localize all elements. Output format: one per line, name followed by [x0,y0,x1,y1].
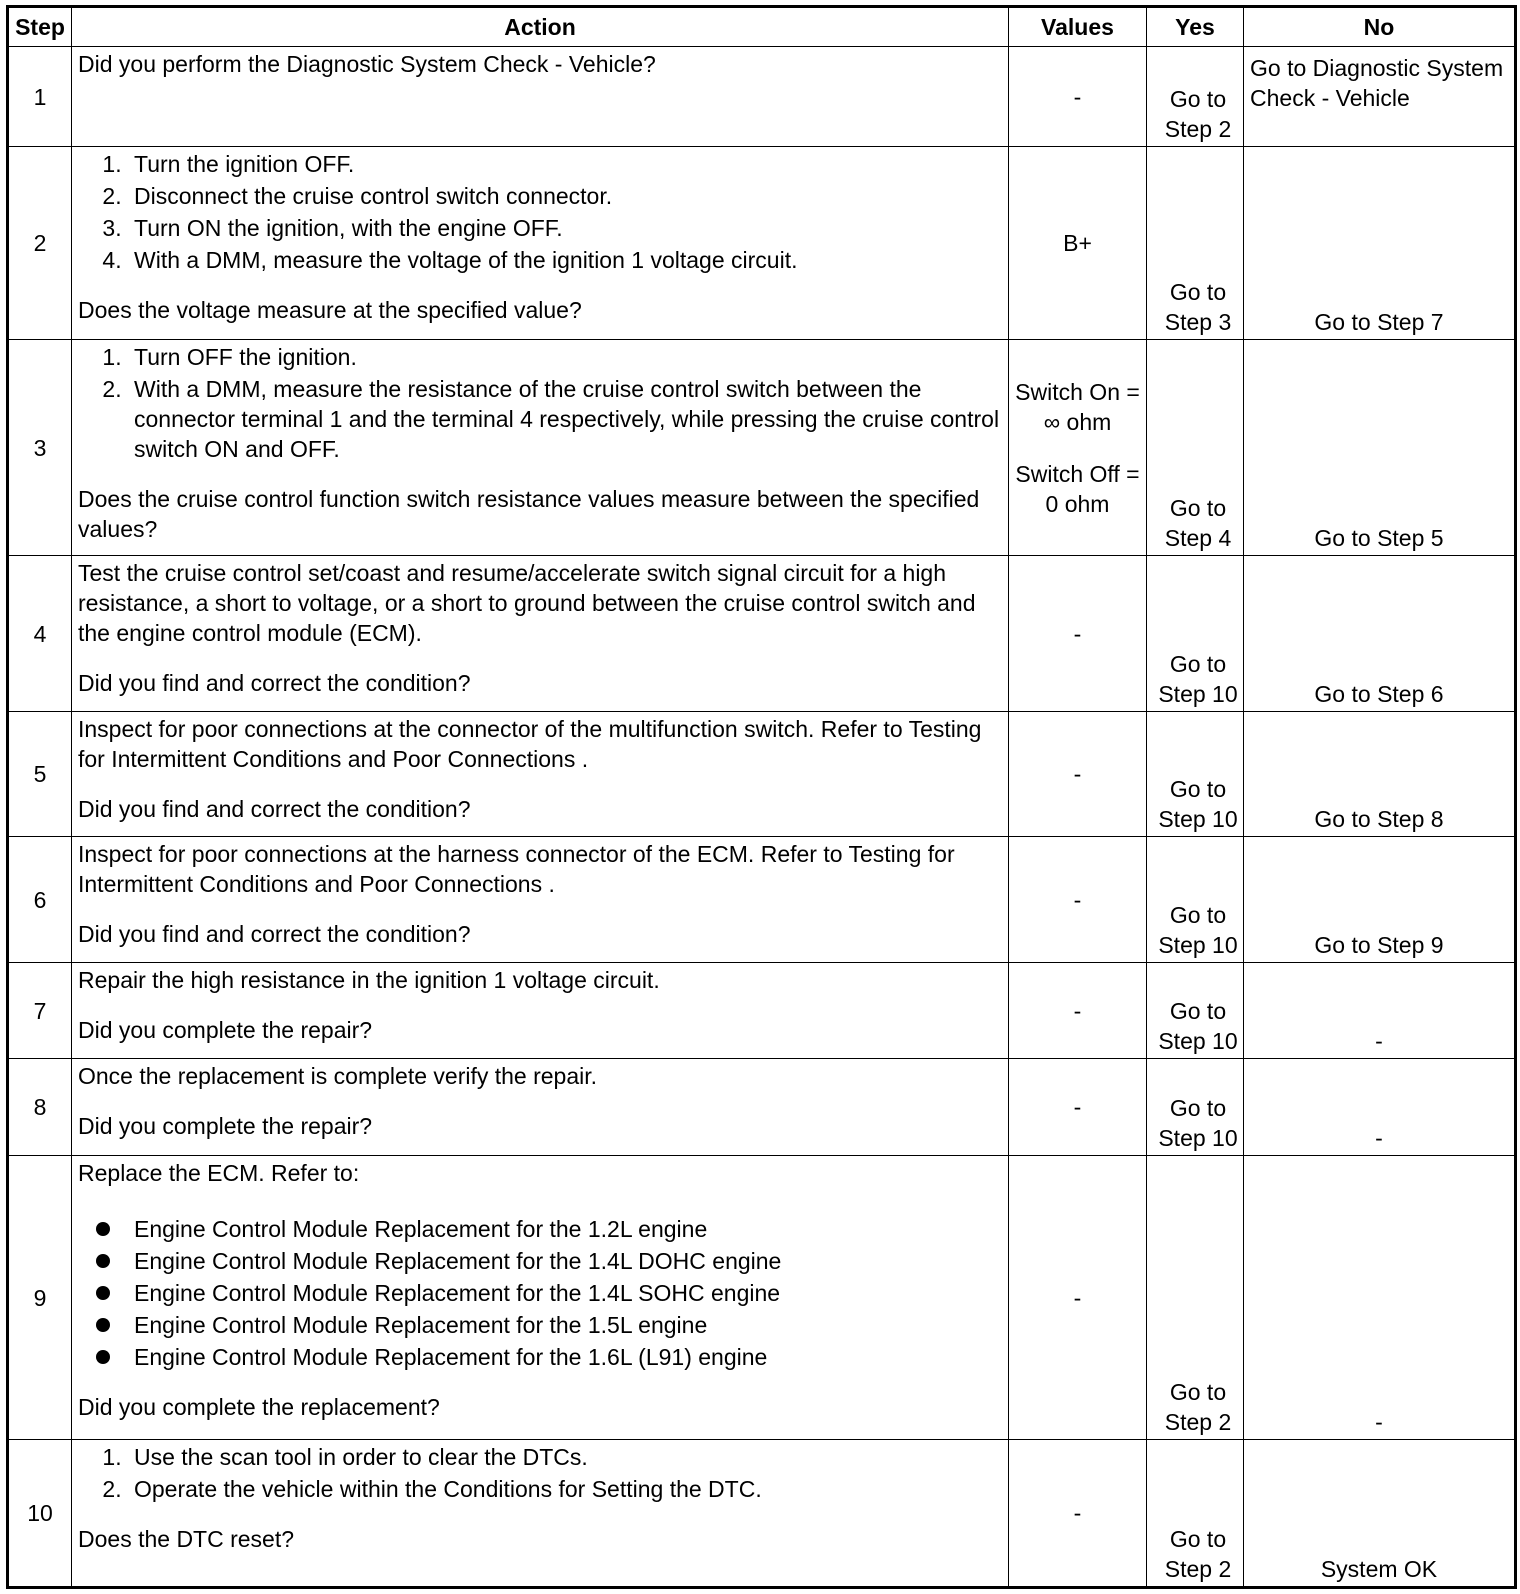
action-cell [72,837,1009,963]
yes-cell [1147,1156,1244,1440]
no-cell: Go to Step 6 [1244,556,1516,712]
action-cell [72,1440,1009,1588]
value-cell: - [1009,712,1147,837]
bullet-text: Engine Control Module Replacement for the 1.5L engine [134,1312,708,1338]
action-question: Does the voltage measure at the specified value? [78,297,582,323]
header-action: Action [72,7,1009,47]
table-row [8,1440,1516,1588]
step-number: 5 [8,712,72,837]
action-cell [72,47,1009,147]
step-number: 4 [8,556,72,712]
action-question: Does the DTC reset? [78,1526,295,1552]
list-item: 4. With a DMM, measure the voltage of the ignition 1 voltage circuit. [128,245,1002,275]
step-number: 7 [8,963,72,1059]
numbered-list [78,1442,1002,1504]
action-text: Repair the high resistance in the ignition 1 voltage circuit. [78,967,660,993]
no-cell: Go to Step 8 [1244,712,1516,837]
list-item: 2. With a DMM, measure the resistance of the cruise control switch between the connector terminal 1 and the terminal 4 respectively, while pressing the cruise control switch ON and OFF. [128,374,1002,464]
table-row [8,147,1516,340]
table-row [8,1059,1516,1156]
yes-cell [1147,47,1244,147]
value-cell: - [1009,1156,1147,1440]
step-number: 2 [8,147,72,340]
action-text: Did you perform the Diagnostic System Check - Vehicle? [78,51,656,77]
list-item: 1. Use the scan tool in order to clear the DTCs. [128,1442,1002,1472]
action-text: Test the cruise control set/coast and resume/accelerate switch signal circuit for a high resistance, a short to voltage, or a short to ground between the cruise control switch and the engine control module (ECM). [78,560,976,646]
value-cell: - [1009,1440,1147,1588]
table-row [8,1156,1516,1440]
numbered-list [78,149,1002,275]
yes-text: Go to Step 2 [1164,1379,1232,1435]
action-text: Once the replacement is complete verify the repair. [78,1063,598,1089]
action-text: Inspect for poor connections at the connector of the multifunction switch. Refer to Testing for Intermittent Conditions and Poor Connections . [78,716,982,772]
action-cell [72,556,1009,712]
step-number: 6 [8,837,72,963]
list-item [128,1278,1002,1308]
value-switch-on: Switch On = ∞ ohm [1015,378,1140,435]
yes-text: Go to Step 10 [1158,776,1238,832]
header-no: No [1244,7,1516,47]
value-cell [1009,340,1147,556]
header-yes: Yes [1147,7,1244,47]
yes-text: Go to Step 10 [1158,651,1238,707]
bullet-icon [96,1254,110,1268]
yes-text: Go to Step 3 [1164,279,1232,335]
action-text: Replace the ECM. Refer to: [78,1160,360,1186]
action-text: Inspect for poor connections at the harness connector of the ECM. Refer to Testing for Intermittent Conditions and Poor Connections . [78,841,955,897]
no-cell: System OK [1244,1440,1516,1588]
no-cell: Go to Step 7 [1244,147,1516,340]
header-values: Values [1009,7,1147,47]
bullet-icon [96,1286,110,1300]
bullet-text: Engine Control Module Replacement for the 1.6L (L91) engine [134,1344,768,1370]
no-cell: - [1244,1156,1516,1440]
yes-cell [1147,340,1244,556]
yes-text: Go to Step 10 [1158,1095,1238,1151]
value-cell: - [1009,837,1147,963]
action-question: Does the cruise control function switch resistance values measure between the specified values? [78,486,980,542]
yes-cell [1147,147,1244,340]
table-row [8,837,1516,963]
list-item [128,1214,1002,1244]
action-cell [72,147,1009,340]
table-row [8,47,1516,147]
no-cell: - [1244,963,1516,1059]
yes-cell [1147,556,1244,712]
header-row [8,7,1516,47]
yes-cell [1147,712,1244,837]
value-cell: - [1009,47,1147,147]
no-cell: Go to Step 9 [1244,837,1516,963]
action-cell [72,1059,1009,1156]
no-cell: Go to Diagnostic System Check - Vehicle [1244,47,1516,147]
numbered-list [78,342,1002,464]
table-row [8,340,1516,556]
yes-text: Go to Step 10 [1158,998,1238,1054]
step-number: 9 [8,1156,72,1440]
table-row [8,963,1516,1059]
action-cell [72,712,1009,837]
action-question: Did you find and correct the condition? [78,921,471,947]
action-question: Did you find and correct the condition? [78,796,471,822]
table-row [8,556,1516,712]
bullet-list [78,1214,1002,1372]
yes-cell [1147,1059,1244,1156]
action-question: Did you find and correct the condition? [78,670,471,696]
action-cell [72,963,1009,1059]
action-cell [72,1156,1009,1440]
yes-cell [1147,963,1244,1059]
value-cell: - [1009,556,1147,712]
yes-text: Go to Step 10 [1158,902,1238,958]
bullet-icon [96,1350,110,1364]
yes-cell [1147,1440,1244,1588]
value-cell: - [1009,963,1147,1059]
no-cell: - [1244,1059,1516,1156]
list-item: 2. Disconnect the cruise control switch connector. [128,181,1002,211]
yes-text: Go to Step 2 [1164,86,1232,142]
bullet-text: Engine Control Module Replacement for the 1.4L DOHC engine [134,1248,782,1274]
no-cell: Go to Step 5 [1244,340,1516,556]
list-item: 1. Turn OFF the ignition. [128,342,1002,372]
step-number: 10 [8,1440,72,1588]
value-cell: B+ [1009,147,1147,340]
bullet-text: Engine Control Module Replacement for the 1.2L engine [134,1216,708,1242]
header-step: Step [8,7,72,47]
list-item: 1. Turn the ignition OFF. [128,149,1002,179]
step-number: 8 [8,1059,72,1156]
action-cell [72,340,1009,556]
list-item: 2. Operate the vehicle within the Conditions for Setting the DTC. [128,1474,1002,1504]
action-question: Did you complete the repair? [78,1017,373,1043]
value-switch-off: Switch Off = 0 ohm [1015,460,1140,517]
bullet-icon [96,1318,110,1332]
step-number: 3 [8,340,72,556]
yes-cell [1147,837,1244,963]
bullet-text: Engine Control Module Replacement for the 1.4L SOHC engine [134,1280,781,1306]
list-item [128,1310,1002,1340]
action-question: Did you complete the replacement? [78,1394,440,1420]
diagnostic-table [6,5,1517,1589]
action-question: Did you complete the repair? [78,1113,373,1139]
yes-text: Go to Step 2 [1164,1526,1232,1582]
list-item [128,1342,1002,1372]
step-number: 1 [8,47,72,147]
value-cell: - [1009,1059,1147,1156]
table-row [8,712,1516,837]
yes-text: Go to Step 4 [1164,495,1232,551]
list-item: 3. Turn ON the ignition, with the engine OFF. [128,213,1002,243]
bullet-icon [96,1222,110,1236]
list-item [128,1246,1002,1276]
